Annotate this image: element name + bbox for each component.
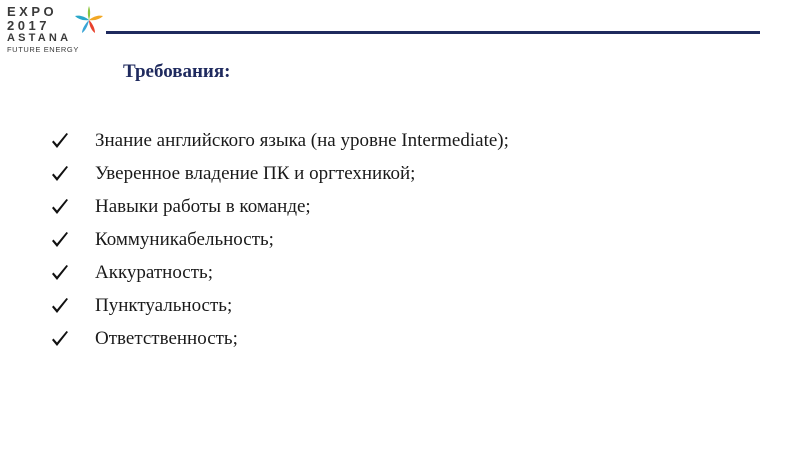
list-item	[50, 124, 509, 157]
header-rule	[106, 31, 760, 34]
logo-line-year: 2017	[7, 18, 50, 33]
requirement-text: Аккуратность;	[95, 261, 213, 283]
requirement-text: Пунктуальность;	[95, 294, 233, 316]
check-icon	[50, 131, 70, 151]
logo-line-tagline: FUTURE ENERGY	[7, 45, 79, 54]
requirement-text: Навыки работы в команде;	[95, 195, 311, 217]
check-icon	[50, 230, 70, 250]
logo-line-expo: EXPO	[7, 4, 58, 19]
list-item	[50, 157, 416, 190]
page-title: Требования:	[123, 61, 231, 82]
list-item	[50, 256, 213, 289]
check-icon	[50, 164, 70, 184]
expo-star-icon	[73, 4, 105, 36]
list-item	[50, 322, 238, 355]
requirement-text: Ответственность;	[95, 327, 238, 349]
logo-line-city: ASTANA	[7, 32, 72, 44]
list-item	[50, 289, 233, 322]
list-item	[50, 190, 311, 223]
requirement-text: Знание английского языка (на уровне Intermediate);	[95, 129, 509, 151]
check-icon	[50, 263, 70, 283]
requirement-text: Коммуникабельность;	[95, 228, 274, 250]
list-item	[50, 223, 274, 256]
requirement-text: Уверенное владение ПК и оргтехникой;	[95, 162, 416, 184]
check-icon	[50, 197, 70, 217]
expo-2017-astana-logo	[7, 4, 105, 56]
check-icon	[50, 329, 70, 349]
check-icon	[50, 296, 70, 316]
requirements-list	[50, 124, 509, 355]
